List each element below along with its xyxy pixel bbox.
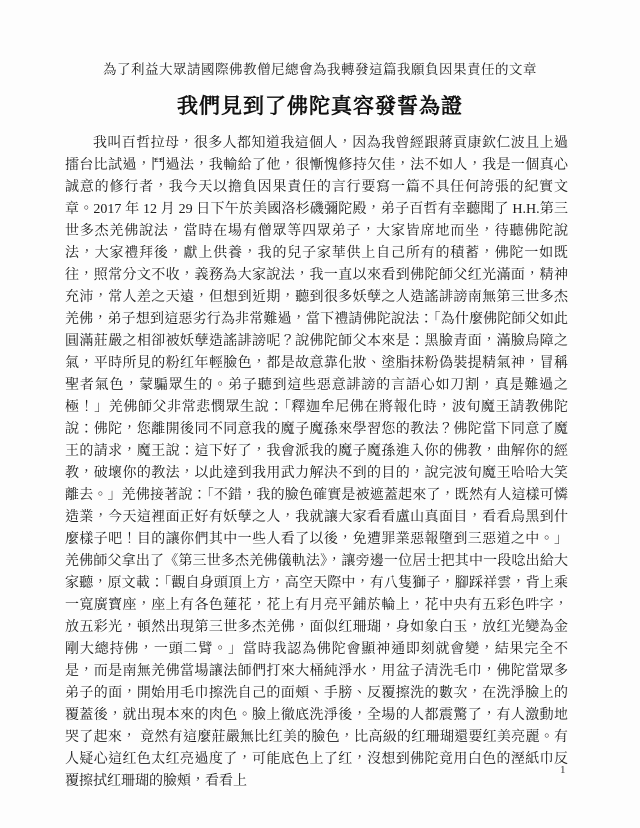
page-number: 1 xyxy=(560,764,566,776)
document-title: 我們見到了佛陀真容發誓為證 xyxy=(177,94,463,118)
document-header-note: 為了利益大眾請國際佛教僧尼總會為我轉發這篇我願負因果責任的文章 xyxy=(103,62,537,77)
body-paragraph: 我叫百哲拉母，很多人都知道我這個人，因為我曾經跟蔣貢康欽仁波且上過擂台比試過，鬥過法，我輸給了他，很慚愧修持欠佳，法不如人，我是一個真心誠意的修行者，我今天以擔負因果責任的言行要寫一篇不具任何誇張的紀實文章。2017 年 12 月 29 日下午於美國洛杉磯彌陀殿，弟子百哲有幸聽聞了 H.H.第三世多杰羌佛說法，當時在場有僧眾等四眾弟子，大家皆席地而坐，待聽佛陀說法，大家禮拜後，獻上供養，我的兒子家華供上自己所有的積蓄，佛陀一如既往，照常分文不收，義務為大家說法，我一直以來看到佛陀師父红光滿面，精神充沛，常人差之天遠，但想到近期，聽到很多妖孽之人造謠誹謗南無第三世多杰羌佛，弟子想到這惡劣行為非常難過，當下禮請佛陀說法：「為什麼佛陀師父如此圓滿莊嚴之相卻被妖孽造謠誹謗呢？說佛陀師父本來是：黑臉青面，滿臉烏障之氣，平時所見的粉红年輕臉色，都是故意靠化妝、塗脂抹粉偽裝提精氣神，冒稱聖者氣色，蒙騙眾生的。弟子聽到這些惡意誹謗的言語心如刀割，真是難過之極！」羌佛師父非常悲憫眾生說：「釋迦牟尼佛在將報化時，波旬魔王請教佛陀說：佛陀，您離開後同不同意我的魔子魔孫來學習您的教法？佛陀當下同意了魔王的請求，魔王說：這下好了，我會派我的魔子魔孫進入你的佛教，曲解你的經教，破壞你的教法，以此達到我用武力解決不到的目的，說完波旬魔王哈哈大笑離去。」羌佛接著說：「不錯，我的臉色確實是被遮蓋起來了，既然有人這樣可憐造業，今天這裡面正好有妖孽之人，我就讓大家看看盧山真面目，看看烏黑到什麼樣子吧！目的讓你們其中一些人看了以後，免遭罪業惡報墮到三惡道之中。」羌佛師父拿出了《第三世多杰羌佛儀軌法》，讓旁邊一位居士把其中一段唸出給大家聽，原文載：「觀自身頭頂上方，高空天際中，有八隻獅子，腳踩祥雲，背上乘一寬廣寶座，座上有各色蓮花，花上有月亮平鋪於輪上，花中央有五彩色吽字，放五彩光，頓然出現第三世多杰羌佛，面似红珊瑚，身如象白玉，放红光變為金剛大總持佛，一頭二臂。」當時我認為佛陀會顯神通即刻就會變，結果完全不是，而是南無羌佛當場讓法師們打來大桶純淨水，用盆子清洗毛巾，佛陀當眾多弟子的面，開始用毛巾擦洗自己的面頰、手膀、反覆擦洗的數次，在洗淨臉上的覆蓋後，就出現本來的肉色。臉上徹底洗淨後，全場的人都震驚了，有人激動地哭了起來， 竟然有這麼莊嚴無比红美的臉色，比高級的红珊瑚還要红美亮麗。有人疑心這红色太红亮過度了，可能底色上了红，沒想到佛陀竟用白色的溼紙巾反覆擦拭红珊瑚的臉頰，看看上 xyxy=(65,136,568,789)
